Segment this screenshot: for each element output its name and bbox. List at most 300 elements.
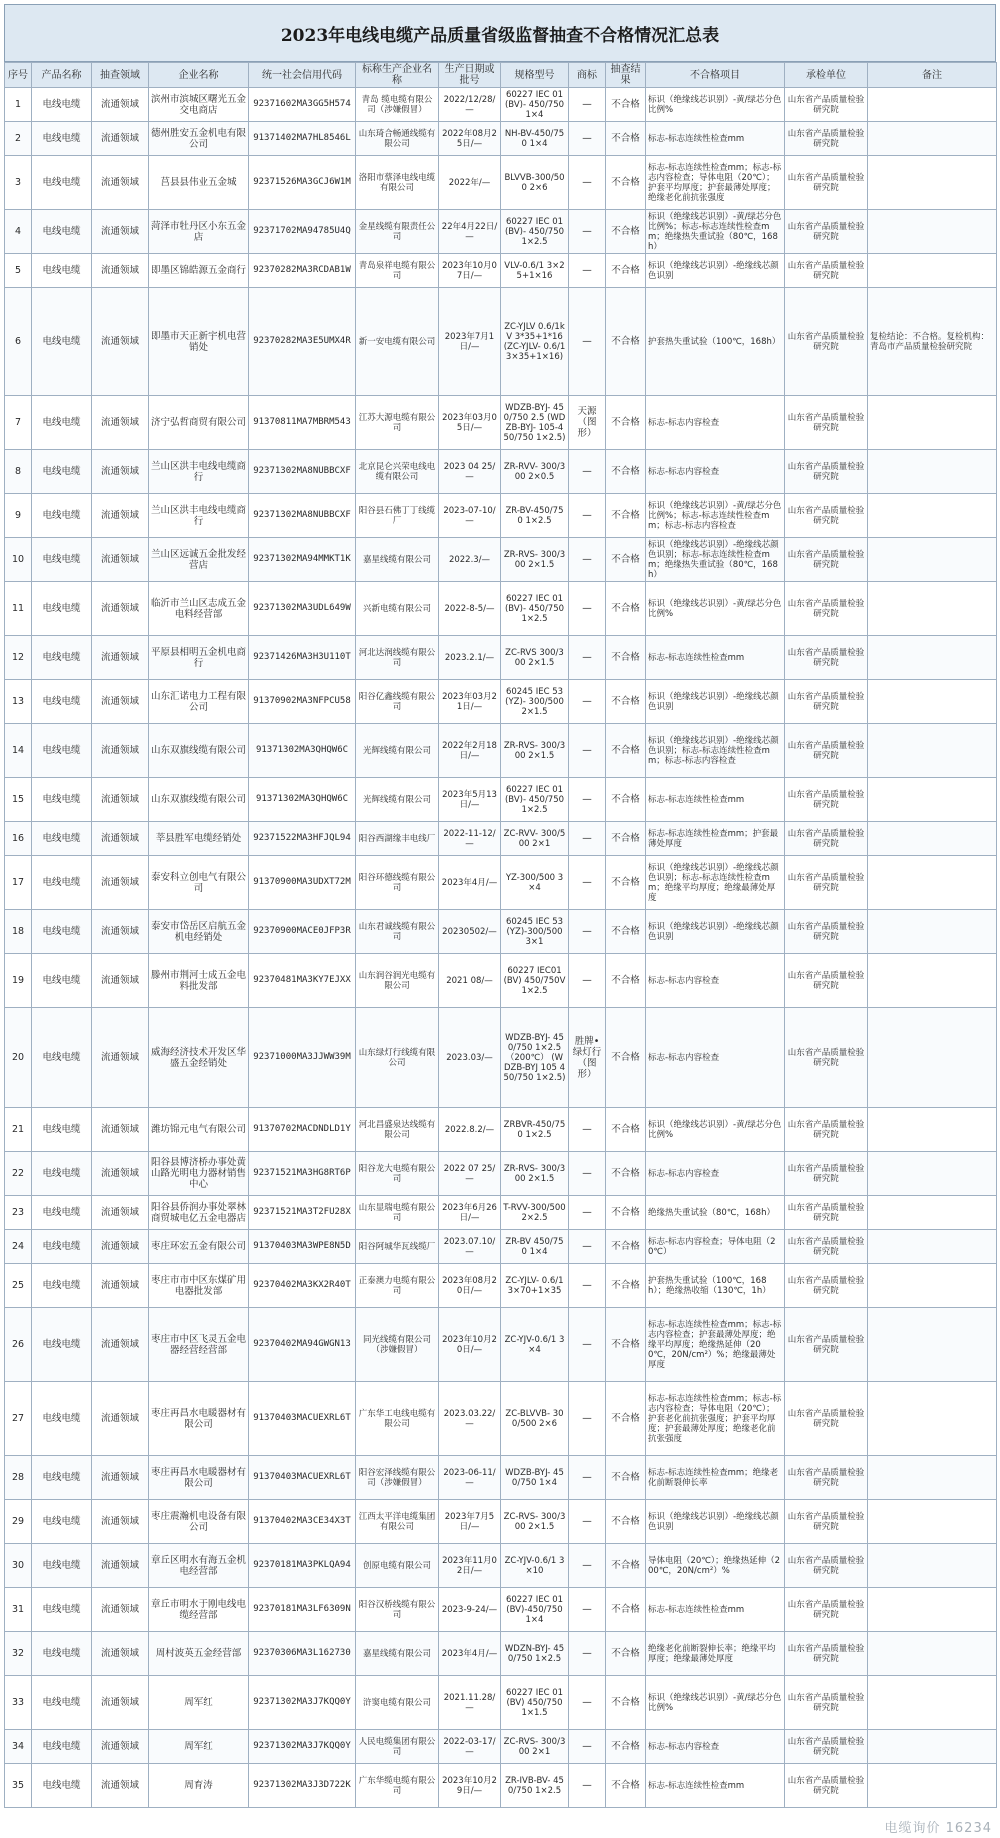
company-name-cell: 周军红 bbox=[149, 1676, 249, 1730]
column-header: 承检单位 bbox=[785, 63, 868, 88]
brand-cell: — bbox=[569, 954, 606, 1008]
credit-code-cell: 92370181MA3LF6309N bbox=[249, 1588, 356, 1632]
manufacturer-cell: 青岛 缆电缆有限公司（涉嫌假冒） bbox=[356, 88, 439, 122]
column-header: 商标 bbox=[569, 63, 606, 88]
inspection-field-cell: 流通领域 bbox=[92, 210, 149, 254]
failed-items-cell: 标识（绝缘线芯识别）-黄/绿芯分色比例%；标志-标志连续性检查mm；绝缘热失重试验（80℃，168h） bbox=[646, 210, 785, 254]
remark-cell bbox=[868, 1264, 997, 1308]
testing-unit-cell: 山东省产品质量检验研究院 bbox=[785, 1008, 868, 1108]
remark-cell bbox=[868, 680, 997, 724]
failed-items-cell: 导体电阻（20℃）；绝缘热延伸（200℃，20N/cm²）% bbox=[646, 1544, 785, 1588]
spec-model-cell: ZR-RVS- 300/300 2×1.5 bbox=[501, 1152, 569, 1196]
production-date-cell: 2022-03-17/— bbox=[439, 1730, 501, 1764]
company-name-cell: 章丘市明水于刚电线电缆经营部 bbox=[149, 1588, 249, 1632]
row-number-cell: 33 bbox=[5, 1676, 32, 1730]
manufacturer-cell: 同光线缆有限公司（涉嫌假冒） bbox=[356, 1308, 439, 1382]
inspection-field-cell: 流通领域 bbox=[92, 1730, 149, 1764]
testing-unit-cell: 山东省产品质量检验研究院 bbox=[785, 156, 868, 210]
brand-cell: — bbox=[569, 1456, 606, 1500]
testing-unit-cell: 山东省产品质量检验研究院 bbox=[785, 1196, 868, 1230]
manufacturer-cell: 浒窦电缆有限公司 bbox=[356, 1676, 439, 1730]
credit-code-cell: 91370811MA7MBRM543 bbox=[249, 396, 356, 450]
table-row bbox=[5, 1676, 997, 1730]
testing-unit-cell: 山东省产品质量检验研究院 bbox=[785, 1264, 868, 1308]
inspection-field-cell: 流通领域 bbox=[92, 450, 149, 494]
column-header: 序号 bbox=[5, 63, 32, 88]
company-name-cell: 菏泽市牡丹区小东五金店 bbox=[149, 210, 249, 254]
row-number-cell: 21 bbox=[5, 1108, 32, 1152]
brand-cell: — bbox=[569, 1196, 606, 1230]
manufacturer-cell: 阳谷亿鑫线缆有限公司 bbox=[356, 680, 439, 724]
failed-items-cell: 护套热失重试验（100℃，168h）；绝缘热收缩（130℃，1h） bbox=[646, 1264, 785, 1308]
company-name-cell: 泰安市岱岳区启航五金机电经销处 bbox=[149, 910, 249, 954]
brand-cell: 天源（图形） bbox=[569, 396, 606, 450]
manufacturer-cell: 山东润谷润光电缆有限公司 bbox=[356, 954, 439, 1008]
production-date-cell: 2022-11-12/— bbox=[439, 822, 501, 856]
failed-items-cell: 标志-标志连续性检查mm；标志-标志内容检查；护套最薄处厚度；绝缘平均厚度；绝缘热延伸（200℃，20N/cm²）%；绝缘最薄处厚度 bbox=[646, 1308, 785, 1382]
row-number-cell: 1 bbox=[5, 88, 32, 122]
spec-model-cell: ZRBVR-450/750 1×2.5 bbox=[501, 1108, 569, 1152]
company-name-cell: 山东汇诺电力工程有限公司 bbox=[149, 680, 249, 724]
inspection-field-cell: 流通领域 bbox=[92, 778, 149, 822]
remark-cell bbox=[868, 1544, 997, 1588]
testing-unit-cell: 山东省产品质量检验研究院 bbox=[785, 254, 868, 288]
failed-items-cell: 标志-标志连续性检查mm；护套最薄处厚度 bbox=[646, 822, 785, 856]
production-date-cell: 2022-8-5/— bbox=[439, 582, 501, 636]
product-name-cell: 电线电缆 bbox=[32, 1308, 92, 1382]
column-header: 产品名称 bbox=[32, 63, 92, 88]
table-row bbox=[5, 1008, 997, 1108]
credit-code-cell: 92370282MA3RCDAB1W bbox=[249, 254, 356, 288]
result-cell: 不合格 bbox=[606, 1108, 646, 1152]
credit-code-cell: 92371302MA8NUBBCXF bbox=[249, 494, 356, 538]
remark-cell bbox=[868, 1730, 997, 1764]
product-name-cell: 电线电缆 bbox=[32, 954, 92, 1008]
failed-items-cell: 标志-标志连续性检查mm bbox=[646, 1588, 785, 1632]
brand-cell: — bbox=[569, 822, 606, 856]
production-date-cell: 2023年11月02日/— bbox=[439, 1544, 501, 1588]
remark-cell bbox=[868, 1500, 997, 1544]
table-row bbox=[5, 1196, 997, 1230]
spec-model-cell: ZC-RVS- 300/300 2×1 bbox=[501, 1730, 569, 1764]
remark-cell bbox=[868, 1676, 997, 1730]
testing-unit-cell: 山东省产品质量检验研究院 bbox=[785, 1544, 868, 1588]
testing-unit-cell: 山东省产品质量检验研究院 bbox=[785, 88, 868, 122]
product-name-cell: 电线电缆 bbox=[32, 210, 92, 254]
brand-cell: — bbox=[569, 450, 606, 494]
manufacturer-cell: 山东君诚线缆有限公司 bbox=[356, 910, 439, 954]
credit-code-cell: 92370282MA3E5UMX4R bbox=[249, 288, 356, 396]
remark-cell bbox=[868, 636, 997, 680]
product-name-cell: 电线电缆 bbox=[32, 1264, 92, 1308]
inspection-field-cell: 流通领域 bbox=[92, 1588, 149, 1632]
manufacturer-cell: 阳谷环德线缆有限公司 bbox=[356, 856, 439, 910]
credit-code-cell: 92371302MA8NUBBCXF bbox=[249, 450, 356, 494]
failed-items-cell: 标识（绝缘线芯识别）-绝缘线芯颜色识别；标志-标志连续性检查mm；绝缘热失重试验（80℃，168h） bbox=[646, 538, 785, 582]
manufacturer-cell: 阳谷宏泽线缆有限公司（涉嫌假冒） bbox=[356, 1456, 439, 1500]
result-cell: 不合格 bbox=[606, 156, 646, 210]
testing-unit-cell: 山东省产品质量检验研究院 bbox=[785, 494, 868, 538]
credit-code-cell: 92371602MA3GG5H574 bbox=[249, 88, 356, 122]
brand-cell: — bbox=[569, 1676, 606, 1730]
production-date-cell: 2023年10月07日/— bbox=[439, 254, 501, 288]
credit-code-cell: 91370403MACUEXRL6T bbox=[249, 1382, 356, 1456]
row-number-cell: 19 bbox=[5, 954, 32, 1008]
inspection-field-cell: 流通领域 bbox=[92, 822, 149, 856]
spec-model-cell: ZC-RVS- 300/300 2×1.5 bbox=[501, 1500, 569, 1544]
credit-code-cell: 91370702MACDNDLD1Y bbox=[249, 1108, 356, 1152]
credit-code-cell: 91370402MA3CE34X3T bbox=[249, 1500, 356, 1544]
testing-unit-cell: 山东省产品质量检验研究院 bbox=[785, 954, 868, 1008]
credit-code-cell: 92370481MA3KY7EJXX bbox=[249, 954, 356, 1008]
inspection-field-cell: 流通领域 bbox=[92, 88, 149, 122]
spec-model-cell: T-RVV-300/500 2×2.5 bbox=[501, 1196, 569, 1230]
table-row bbox=[5, 1456, 997, 1500]
credit-code-cell: 92371426MA3H3U110T bbox=[249, 636, 356, 680]
brand-cell: — bbox=[569, 1500, 606, 1544]
brand-cell: — bbox=[569, 1588, 606, 1632]
brand-cell: — bbox=[569, 494, 606, 538]
company-name-cell: 兰山区洪丰电线电缆商行 bbox=[149, 450, 249, 494]
failed-items-cell: 标志-标志内容检查；导体电阻（20℃） bbox=[646, 1230, 785, 1264]
result-cell: 不合格 bbox=[606, 1544, 646, 1588]
row-number-cell: 32 bbox=[5, 1632, 32, 1676]
failed-items-cell: 标志-标志连续性检查mm bbox=[646, 1764, 785, 1808]
brand-cell: — bbox=[569, 156, 606, 210]
table-row bbox=[5, 822, 997, 856]
testing-unit-cell: 山东省产品质量检验研究院 bbox=[785, 1764, 868, 1808]
row-number-cell: 30 bbox=[5, 1544, 32, 1588]
manufacturer-cell: 新一安电缆有限公司 bbox=[356, 288, 439, 396]
result-cell: 不合格 bbox=[606, 1230, 646, 1264]
failed-items-cell: 标志-标志内容检查 bbox=[646, 1152, 785, 1196]
inspection-field-cell: 流通领域 bbox=[92, 1632, 149, 1676]
remark-cell bbox=[868, 450, 997, 494]
row-number-cell: 23 bbox=[5, 1196, 32, 1230]
product-name-cell: 电线电缆 bbox=[32, 156, 92, 210]
result-cell: 不合格 bbox=[606, 1196, 646, 1230]
brand-cell: — bbox=[569, 1230, 606, 1264]
remark-cell bbox=[868, 396, 997, 450]
row-number-cell: 14 bbox=[5, 724, 32, 778]
product-name-cell: 电线电缆 bbox=[32, 1456, 92, 1500]
production-date-cell: 2022/12/28/— bbox=[439, 88, 501, 122]
company-name-cell: 阳谷县侨润办事处翠林商贸城电亿五金电器店 bbox=[149, 1196, 249, 1230]
production-date-cell: 2023-06-11/— bbox=[439, 1456, 501, 1500]
credit-code-cell: 92371302MA94MMKT1K bbox=[249, 538, 356, 582]
product-name-cell: 电线电缆 bbox=[32, 494, 92, 538]
credit-code-cell: 92371302MA3UDL649W bbox=[249, 582, 356, 636]
company-name-cell: 威海经济技术开发区华盛五金经销处 bbox=[149, 1008, 249, 1108]
brand-cell: — bbox=[569, 538, 606, 582]
inspection-field-cell: 流通领域 bbox=[92, 288, 149, 396]
row-number-cell: 11 bbox=[5, 582, 32, 636]
company-name-cell: 山东双旗线缆有限公司 bbox=[149, 778, 249, 822]
testing-unit-cell: 山东省产品质量检验研究院 bbox=[785, 1730, 868, 1764]
brand-cell: — bbox=[569, 778, 606, 822]
company-name-cell: 周育涛 bbox=[149, 1764, 249, 1808]
inspection-field-cell: 流通领域 bbox=[92, 910, 149, 954]
table-row bbox=[5, 450, 997, 494]
table-row bbox=[5, 122, 997, 156]
failed-items-cell: 标识（绝缘线芯识别）-绝缘线芯颜色识别 bbox=[646, 254, 785, 288]
product-name-cell: 电线电缆 bbox=[32, 254, 92, 288]
inspection-field-cell: 流通领域 bbox=[92, 1308, 149, 1382]
spec-model-cell: WDZN-BYJ- 450/750 1×2.5 bbox=[501, 1632, 569, 1676]
table-row bbox=[5, 724, 997, 778]
inspection-field-cell: 流通领域 bbox=[92, 582, 149, 636]
brand-cell: — bbox=[569, 254, 606, 288]
remark-cell bbox=[868, 1632, 997, 1676]
brand-cell: — bbox=[569, 1632, 606, 1676]
product-name-cell: 电线电缆 bbox=[32, 288, 92, 396]
credit-code-cell: 91370902MA3NFPCU58 bbox=[249, 680, 356, 724]
credit-code-cell: 92371302MA3J7KQQ0Y bbox=[249, 1730, 356, 1764]
company-name-cell: 即墨市天正新宇机电营销处 bbox=[149, 288, 249, 396]
credit-code-cell: 92370402MA3KX2R40T bbox=[249, 1264, 356, 1308]
remark-cell: 复检结论：不合格。复检机构：青岛市产品质量检验研究院 bbox=[868, 288, 997, 396]
remark-cell bbox=[868, 778, 997, 822]
spec-model-cell: 60227 IEC 01 (BV)- 450/750 1×2.5 bbox=[501, 778, 569, 822]
failed-items-cell: 标识（绝缘线芯识别）-绝缘线芯颜色识别 bbox=[646, 680, 785, 724]
credit-code-cell: 92371522MA3HFJQL94 bbox=[249, 822, 356, 856]
testing-unit-cell: 山东省产品质量检验研究院 bbox=[785, 1230, 868, 1264]
production-date-cell: 2022.3/— bbox=[439, 538, 501, 582]
inspection-field-cell: 流通领域 bbox=[92, 156, 149, 210]
spec-model-cell: 60227 IEC01 (BV) 450/750V 1×2.5 bbox=[501, 954, 569, 1008]
product-name-cell: 电线电缆 bbox=[32, 822, 92, 856]
testing-unit-cell: 山东省产品质量检验研究院 bbox=[785, 1382, 868, 1456]
spec-model-cell: WDZB-BYJ- 450/750 2.5 (WDZB-BYJ- 105-450/750 1×2.5) bbox=[501, 396, 569, 450]
inspection-field-cell: 流通领域 bbox=[92, 1676, 149, 1730]
testing-unit-cell: 山东省产品质量检验研究院 bbox=[785, 1588, 868, 1632]
inspection-field-cell: 流通领域 bbox=[92, 1764, 149, 1808]
inspection-field-cell: 流通领域 bbox=[92, 1382, 149, 1456]
remark-cell bbox=[868, 1008, 997, 1108]
failed-items-cell: 标识（绝缘线芯识别）-黄/绿芯分色比例% bbox=[646, 582, 785, 636]
spec-model-cell: WDZB-BYJ- 450/750 1×2.5（200℃） (WDZB-BYJ 105 450/750 1×2.5) bbox=[501, 1008, 569, 1108]
company-name-cell: 枣庄震瀚机电设备有限公司 bbox=[149, 1500, 249, 1544]
remark-cell bbox=[868, 122, 997, 156]
inspection-field-cell: 流通领域 bbox=[92, 538, 149, 582]
product-name-cell: 电线电缆 bbox=[32, 1196, 92, 1230]
manufacturer-cell: 山东琦合畅通线缆有限公司 bbox=[356, 122, 439, 156]
product-name-cell: 电线电缆 bbox=[32, 396, 92, 450]
page-title: 2023年电线电缆产品质量省级监督抽查不合格情况汇总表 bbox=[280, 25, 720, 46]
company-name-cell: 枣庄再昌水电暖器材有限公司 bbox=[149, 1456, 249, 1500]
column-header: 生产日期或批号 bbox=[439, 63, 501, 88]
product-name-cell: 电线电缆 bbox=[32, 1676, 92, 1730]
spec-model-cell: ZC-BLVVB- 300/500 2×6 bbox=[501, 1382, 569, 1456]
manufacturer-cell: 阳谷西湖缘丰电线厂 bbox=[356, 822, 439, 856]
credit-code-cell: 92371526MA3GCJ6W1M bbox=[249, 156, 356, 210]
spec-model-cell: ZR-BV-450/750 1×2.5 bbox=[501, 494, 569, 538]
row-number-cell: 22 bbox=[5, 1152, 32, 1196]
column-header: 备注 bbox=[868, 63, 997, 88]
testing-unit-cell: 山东省产品质量检验研究院 bbox=[785, 1500, 868, 1544]
manufacturer-cell: 河北昌盛泉达线缆有限公司 bbox=[356, 1108, 439, 1152]
production-date-cell: 20230502/— bbox=[439, 910, 501, 954]
table-row bbox=[5, 954, 997, 1008]
inspection-field-cell: 流通领域 bbox=[92, 122, 149, 156]
production-date-cell: 2023年08月20日/— bbox=[439, 1264, 501, 1308]
table-row bbox=[5, 156, 997, 210]
failed-items-cell: 标志-标志连续性检查mm bbox=[646, 778, 785, 822]
product-name-cell: 电线电缆 bbox=[32, 1108, 92, 1152]
row-number-cell: 17 bbox=[5, 856, 32, 910]
table-row bbox=[5, 1264, 997, 1308]
spec-model-cell: ZC-YJV-0.6/1 3×4 bbox=[501, 1308, 569, 1382]
inspection-field-cell: 流通领域 bbox=[92, 1264, 149, 1308]
inspection-field-cell: 流通领域 bbox=[92, 1500, 149, 1544]
brand-cell: — bbox=[569, 636, 606, 680]
brand-cell: — bbox=[569, 122, 606, 156]
remark-cell bbox=[868, 538, 997, 582]
spec-model-cell: 60227 IEC 01 (BV) 450/750 1×1.5 bbox=[501, 1676, 569, 1730]
product-name-cell: 电线电缆 bbox=[32, 582, 92, 636]
result-cell: 不合格 bbox=[606, 1764, 646, 1808]
credit-code-cell: 91370403MA3WPE8N5D bbox=[249, 1230, 356, 1264]
failed-items-cell: 标志-标志内容检查 bbox=[646, 954, 785, 1008]
inspection-field-cell: 流通领域 bbox=[92, 1008, 149, 1108]
manufacturer-cell: 嘉星线缆有限公司 bbox=[356, 538, 439, 582]
testing-unit-cell: 山东省产品质量检验研究院 bbox=[785, 450, 868, 494]
result-cell: 不合格 bbox=[606, 1008, 646, 1108]
brand-cell: — bbox=[569, 680, 606, 724]
table-row bbox=[5, 856, 997, 910]
column-header: 抽查结果 bbox=[606, 63, 646, 88]
row-number-cell: 25 bbox=[5, 1264, 32, 1308]
credit-code-cell: 92371702MA94785U4Q bbox=[249, 210, 356, 254]
production-date-cell: 2022 07 25/— bbox=[439, 1152, 501, 1196]
credit-code-cell: 91370900MA3UDXT72M bbox=[249, 856, 356, 910]
failed-items-cell: 标志-标志内容检查 bbox=[646, 1008, 785, 1108]
inspection-field-cell: 流通领域 bbox=[92, 396, 149, 450]
testing-unit-cell: 山东省产品质量检验研究院 bbox=[785, 1152, 868, 1196]
product-name-cell: 电线电缆 bbox=[32, 1500, 92, 1544]
company-name-cell: 山东双旗线缆有限公司 bbox=[149, 724, 249, 778]
remark-cell bbox=[868, 1196, 997, 1230]
result-cell: 不合格 bbox=[606, 778, 646, 822]
manufacturer-cell: 光辉线缆有限公司 bbox=[356, 724, 439, 778]
row-number-cell: 24 bbox=[5, 1230, 32, 1264]
product-name-cell: 电线电缆 bbox=[32, 1008, 92, 1108]
spec-model-cell: VLV-0.6/1 3×25+1×16 bbox=[501, 254, 569, 288]
credit-code-cell: 91371302MA3QHQW6C bbox=[249, 724, 356, 778]
failed-items-cell: 标识（绝缘线芯识别）-黄/绿芯分色比例% bbox=[646, 1676, 785, 1730]
row-number-cell: 12 bbox=[5, 636, 32, 680]
inspection-field-cell: 流通领域 bbox=[92, 1544, 149, 1588]
remark-cell bbox=[868, 1230, 997, 1264]
company-name-cell: 滨州市滨城区曙光五金交电商店 bbox=[149, 88, 249, 122]
product-name-cell: 电线电缆 bbox=[32, 1152, 92, 1196]
row-number-cell: 34 bbox=[5, 1730, 32, 1764]
product-name-cell: 电线电缆 bbox=[32, 1632, 92, 1676]
testing-unit-cell: 山东省产品质量检验研究院 bbox=[785, 724, 868, 778]
credit-code-cell: 92371302MA3J3D722K bbox=[249, 1764, 356, 1808]
brand-cell: — bbox=[569, 288, 606, 396]
production-date-cell: 2021 08/— bbox=[439, 954, 501, 1008]
result-cell: 不合格 bbox=[606, 582, 646, 636]
manufacturer-cell: 金星线缆有限责任公司 bbox=[356, 210, 439, 254]
company-name-cell: 周军红 bbox=[149, 1730, 249, 1764]
remark-cell bbox=[868, 88, 997, 122]
inspection-field-cell: 流通领域 bbox=[92, 1230, 149, 1264]
remark-cell bbox=[868, 1764, 997, 1808]
result-cell: 不合格 bbox=[606, 288, 646, 396]
row-number-cell: 27 bbox=[5, 1382, 32, 1456]
column-header: 标称生产企业名称 bbox=[356, 63, 439, 88]
testing-unit-cell: 山东省产品质量检验研究院 bbox=[785, 122, 868, 156]
credit-code-cell: 92370900MACE0JFP3R bbox=[249, 910, 356, 954]
credit-code-cell: 92371521MA3T2FU28X bbox=[249, 1196, 356, 1230]
spec-model-cell: 60227 IEC 01 (BV)-450/750 1×4 bbox=[501, 1588, 569, 1632]
testing-unit-cell: 山东省产品质量检验研究院 bbox=[785, 680, 868, 724]
production-date-cell: 2023年03月05日/— bbox=[439, 396, 501, 450]
credit-code-cell: 91370403MACUEXRL6T bbox=[249, 1456, 356, 1500]
table-row bbox=[5, 636, 997, 680]
table-row bbox=[5, 1382, 997, 1456]
column-header: 规格型号 bbox=[501, 63, 569, 88]
product-name-cell: 电线电缆 bbox=[32, 856, 92, 910]
credit-code-cell: 92371302MA3J7KQQ0Y bbox=[249, 1676, 356, 1730]
company-name-cell: 泰安科立创电气有限公司 bbox=[149, 856, 249, 910]
spec-model-cell: ZC-RVV- 300/500 2×1 bbox=[501, 822, 569, 856]
row-number-cell: 2 bbox=[5, 122, 32, 156]
row-number-cell: 9 bbox=[5, 494, 32, 538]
remark-cell bbox=[868, 210, 997, 254]
product-name-cell: 电线电缆 bbox=[32, 778, 92, 822]
result-cell: 不合格 bbox=[606, 1632, 646, 1676]
manufacturer-cell: 青岛泉祥电缆有限公司 bbox=[356, 254, 439, 288]
product-name-cell: 电线电缆 bbox=[32, 1588, 92, 1632]
table-row bbox=[5, 1764, 997, 1808]
manufacturer-cell: 河北达润线缆有限公司 bbox=[356, 636, 439, 680]
testing-unit-cell: 山东省产品质量检验研究院 bbox=[785, 778, 868, 822]
inspection-field-cell: 流通领域 bbox=[92, 680, 149, 724]
brand-cell: — bbox=[569, 1264, 606, 1308]
company-name-cell: 枣庄市中区飞灵五金电器经营经营部 bbox=[149, 1308, 249, 1382]
brand-cell: — bbox=[569, 1544, 606, 1588]
table-body bbox=[5, 88, 997, 1808]
credit-code-cell: 92371000MA3JJWW39M bbox=[249, 1008, 356, 1108]
manufacturer-cell: 山东显瑞电缆有限公司 bbox=[356, 1196, 439, 1230]
production-date-cell: 2023 04 25/— bbox=[439, 450, 501, 494]
brand-cell: — bbox=[569, 1382, 606, 1456]
table-row bbox=[5, 494, 997, 538]
product-name-cell: 电线电缆 bbox=[32, 1382, 92, 1456]
manufacturer-cell: 阳谷汉桥线缆有限公司 bbox=[356, 1588, 439, 1632]
product-name-cell: 电线电缆 bbox=[32, 1230, 92, 1264]
summary-table bbox=[4, 62, 997, 1808]
result-cell: 不合格 bbox=[606, 396, 646, 450]
table-row bbox=[5, 1730, 997, 1764]
remark-cell bbox=[868, 724, 997, 778]
spec-model-cell: ZC-YJLV- 0.6/1 3×70+1×35 bbox=[501, 1264, 569, 1308]
production-date-cell: 2023年4月/— bbox=[439, 856, 501, 910]
remark-cell bbox=[868, 1108, 997, 1152]
table-row bbox=[5, 210, 997, 254]
production-date-cell: 2023-07-10/— bbox=[439, 494, 501, 538]
remark-cell bbox=[868, 1382, 997, 1456]
manufacturer-cell: 创原电缆有限公司 bbox=[356, 1544, 439, 1588]
product-name-cell: 电线电缆 bbox=[32, 1544, 92, 1588]
row-number-cell: 20 bbox=[5, 1008, 32, 1108]
column-header: 抽查领域 bbox=[92, 63, 149, 88]
row-number-cell: 26 bbox=[5, 1308, 32, 1382]
inspection-field-cell: 流通领域 bbox=[92, 856, 149, 910]
result-cell: 不合格 bbox=[606, 122, 646, 156]
